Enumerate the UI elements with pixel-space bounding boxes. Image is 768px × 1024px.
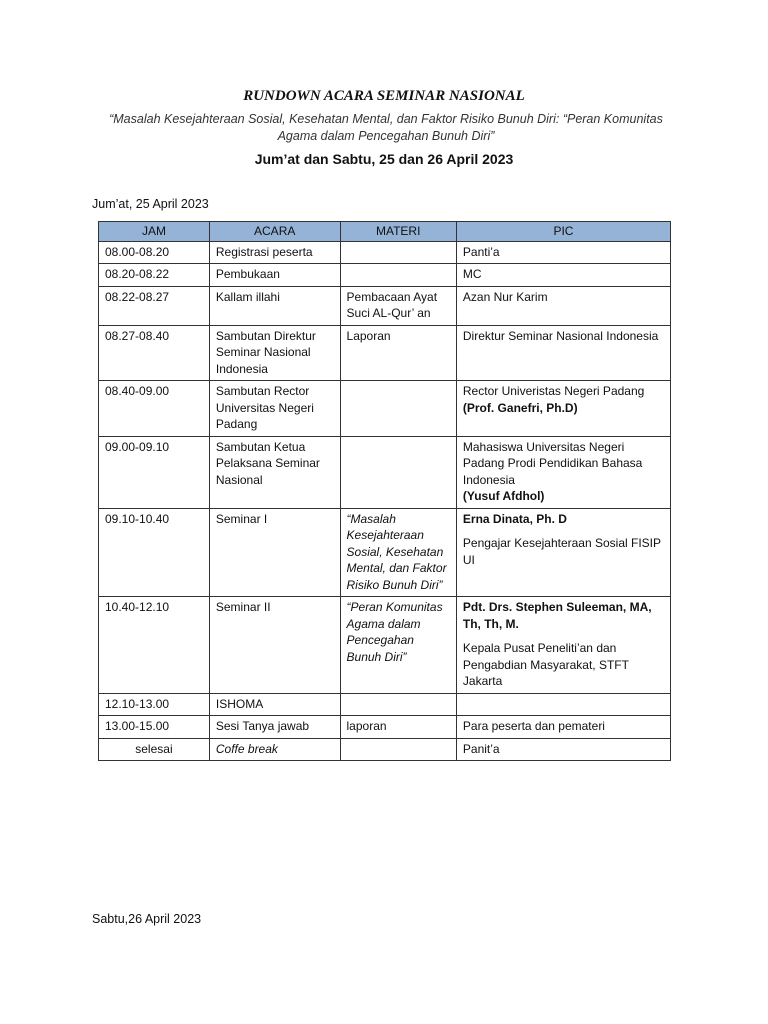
cell-acara: Sambutan Direktur Seminar Nasional Indonesia xyxy=(209,325,340,381)
table-header-row xyxy=(99,222,671,242)
pic-role: Mahasiswa Universitas Negeri Padang Prodi Pendidikan Bahasa Indonesia xyxy=(462,439,643,487)
cell-jam: 13.00-15.00 xyxy=(99,716,210,739)
table-row xyxy=(99,597,671,694)
column-header-materi: MATERI xyxy=(340,222,456,242)
pic-person: (Prof. Ganefri, Ph.D) xyxy=(462,400,578,415)
rundown-table xyxy=(98,221,671,761)
table-row xyxy=(99,286,671,325)
table-row xyxy=(99,436,671,508)
cell-jam: 09.10-10.40 xyxy=(99,508,210,597)
cell-acara: Sambutan Rector Universitas Negeri Padang xyxy=(209,381,340,437)
cell-jam: selesai xyxy=(99,738,210,761)
cell-acara: Seminar I xyxy=(209,508,340,597)
cell-materi: laporan xyxy=(340,716,456,739)
cell-jam: 08.20-08.22 xyxy=(99,264,210,287)
day2-label: Sabtu,26 April 2023 xyxy=(92,912,202,926)
cell-pic xyxy=(456,381,670,437)
table-row xyxy=(99,381,671,437)
cell-materi xyxy=(340,264,456,287)
cell-materi xyxy=(340,381,456,437)
table-row xyxy=(99,716,671,739)
cell-pic: Para peserta dan pemateri xyxy=(456,716,670,739)
pic-role: Rector Univeristas Negeri Padang xyxy=(462,384,645,398)
pic-speaker-name: Erna Dinata, Ph. D xyxy=(462,511,567,526)
document-title: RUNDOWN ACARA SEMINAR NASIONAL xyxy=(243,88,525,104)
table-row xyxy=(99,325,671,381)
cell-materi: Laporan xyxy=(340,325,456,381)
seminar-theme xyxy=(96,111,676,145)
event-dates: Jum’at dan Sabtu, 25 dan 26 April 2023 xyxy=(254,151,514,167)
cell-jam: 08.27-08.40 xyxy=(99,325,210,381)
cell-jam: 12.10-13.00 xyxy=(99,693,210,716)
cell-acara: Sambutan Ketua Pelaksana Seminar Nasional xyxy=(209,436,340,508)
column-header-pic: PIC xyxy=(456,222,670,242)
pic-speaker-name: Pdt. Drs. Stephen Suleeman, MA, Th, Th, M. xyxy=(462,600,652,631)
cell-acara: ISHOMA xyxy=(209,693,340,716)
seminar-theme-line-2: Agama dalam Pencegahan Bunuh Diri” xyxy=(277,129,495,143)
cell-materi xyxy=(340,738,456,761)
cell-jam: 08.40-09.00 xyxy=(99,381,210,437)
pic-person: (Yusuf Afdhol) xyxy=(462,489,545,503)
cell-acara: Seminar II xyxy=(209,597,340,694)
cell-pic: Azan Nur Karim xyxy=(456,286,670,325)
cell-acara: Pembukaan xyxy=(209,264,340,287)
pic-speaker-role: Pengajar Kesejahteraan Sosial FISIP UI xyxy=(462,536,661,567)
cell-jam: 10.40-12.10 xyxy=(99,597,210,694)
column-header-jam: JAM xyxy=(99,222,210,242)
cell-materi xyxy=(340,693,456,716)
cell-pic xyxy=(456,597,670,694)
cell-acara: Coffe break xyxy=(209,738,340,761)
day1-label: Jum’at, 25 April 2023 xyxy=(92,197,209,211)
cell-pic: Panit’a xyxy=(456,738,670,761)
cell-jam: 09.00-09.10 xyxy=(99,436,210,508)
cell-pic: Panti’a xyxy=(456,241,670,264)
column-header-acara: ACARA xyxy=(209,222,340,242)
cell-pic: Direktur Seminar Nasional Indonesia xyxy=(456,325,670,381)
cell-materi: “Masalah Kesejahteraan Sosial, Kesehatan Mental, dan Faktor Risiko Bunuh Diri” xyxy=(340,508,456,597)
cell-acara: Kallam illahi xyxy=(209,286,340,325)
cell-materi xyxy=(340,436,456,508)
cell-acara: Registrasi peserta xyxy=(209,241,340,264)
cell-materi xyxy=(340,241,456,264)
table-row xyxy=(99,508,671,597)
cell-materi: Pembacaan Ayat Suci AL-Qur’ an xyxy=(340,286,456,325)
cell-pic xyxy=(456,436,670,508)
cell-pic xyxy=(456,693,670,716)
cell-pic: MC xyxy=(456,264,670,287)
cell-jam: 08.22-08.27 xyxy=(99,286,210,325)
seminar-theme-line-1: “Masalah Kesejahteraan Sosial, Kesehatan Mental, dan Faktor Risiko Bunuh Diri: “Peran Komunitas xyxy=(109,112,663,126)
cell-materi: “Peran Komunitas Agama dalam Pencegahan Bunuh Diri” xyxy=(340,597,456,694)
table-row xyxy=(99,693,671,716)
cell-acara: Sesi Tanya jawab xyxy=(209,716,340,739)
table-row xyxy=(99,264,671,287)
cell-pic xyxy=(456,508,670,597)
cell-jam: 08.00-08.20 xyxy=(99,241,210,264)
table-row xyxy=(99,738,671,761)
table-row xyxy=(99,241,671,264)
pic-speaker-role: Kepala Pusat Peneliti’an dan Pengabdian Masyarakat, STFT Jakarta xyxy=(462,641,629,688)
